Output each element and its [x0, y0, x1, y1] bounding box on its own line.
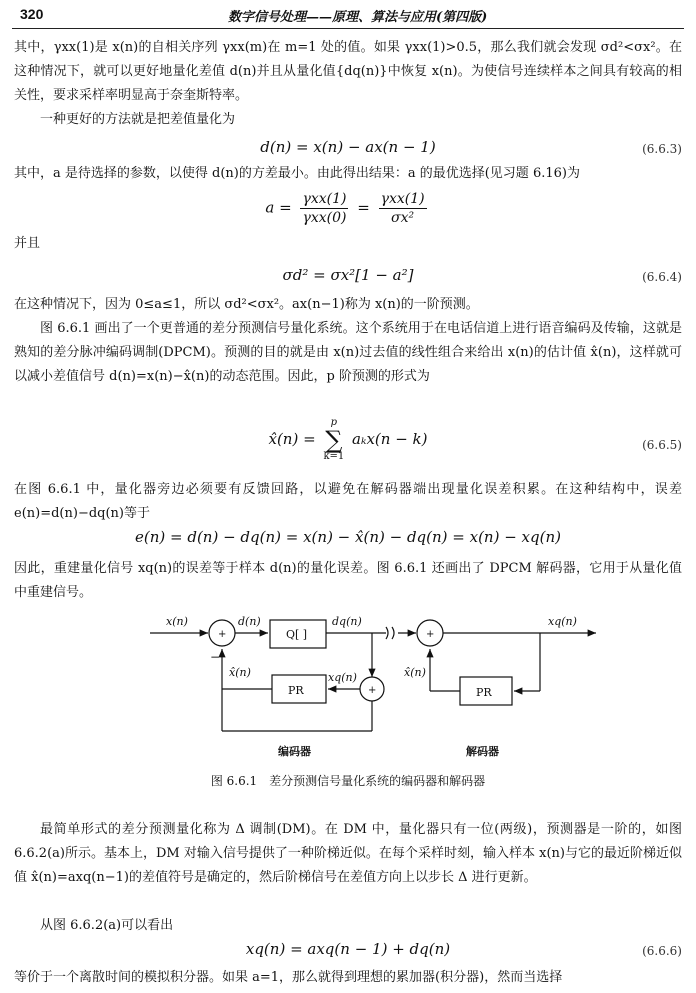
- channel-break: [386, 627, 394, 639]
- page-header: [12, 6, 684, 29]
- label-enc-x: x(n): [166, 615, 188, 628]
- label-enc-plus-1: +: [218, 629, 227, 640]
- label-enc-minus: −: [210, 650, 221, 664]
- eq-a-lhs: a =: [265, 198, 292, 217]
- equation-optimal-a: [14, 190, 682, 227]
- label-quantizer: Q[ ]: [286, 628, 308, 641]
- eq3-lhs: x̂(n) =: [268, 430, 316, 448]
- label-encoder: 编码器: [278, 745, 311, 758]
- paragraph-8: 因此，重建量化信号 xq(n)的误差等于样本 d(n)的量化误差。图 6.6.1 还画出了 DPCM 解码器，它用于从量化值中重建信号。: [14, 561, 682, 600]
- label-enc-d: d(n): [238, 615, 261, 628]
- equation-6-6-3: d(n) = x(n) − ax(n − 1): [260, 138, 436, 156]
- label-enc-plus-2: +: [368, 685, 377, 696]
- paragraph-7: 在图 6.6.1 中，量化器旁边必须要有反馈回路，以避免在解码器端出现量化误差积累。在这种结构中，误差 e(n)=d(n)−dq(n)等于: [14, 482, 682, 521]
- fraction-1-numerator: γxx(1): [302, 191, 347, 207]
- paragraph-11: 等价于一个离散时间的模拟积分器。如果 a=1，那么就得到理想的累加器(积分器)，然而当选择: [14, 970, 563, 985]
- equation-number-6-6-6: (6.6.6): [642, 944, 682, 958]
- fraction-1: [300, 190, 348, 227]
- equation-6-6-6: xq(n) = axq(n − 1) + dq(n): [245, 940, 451, 958]
- label-decoder: 解码器: [466, 745, 499, 758]
- label-enc-xq: xq(n): [328, 671, 357, 684]
- label-dec-xhat: x̂(n): [404, 666, 426, 679]
- fraction-1-denominator: γxx(0): [302, 210, 347, 226]
- equation-6-6-5: [14, 418, 682, 462]
- paragraph-2: 一种更好的方法就是把差值量化为: [40, 112, 236, 127]
- equation-number-6-6-4: (6.6.4): [642, 270, 682, 284]
- paragraph-4: 并且: [14, 236, 41, 251]
- equation-number-6-6-5: (6.6.5): [642, 438, 682, 452]
- fraction-2-numerator: γxx(1): [380, 191, 425, 207]
- equation-error: e(n) = d(n) − dq(n) = x(n) − x̂(n) − dq(n) = x(n) − xq(n): [135, 528, 561, 546]
- label-enc-xhat: x̂(n): [229, 666, 251, 679]
- running-title: 数字信号处理——原理、算法与应用(第四版): [228, 10, 488, 25]
- eq-a-equals: =: [357, 198, 370, 217]
- equation-number-6-6-3: (6.6.3): [642, 142, 682, 156]
- label-dec-xq: xq(n): [548, 615, 577, 628]
- equation-6-6-4: σd² = σx²[1 − a²]: [282, 266, 414, 284]
- fraction-2-denominator: σx²: [391, 210, 415, 226]
- sum-lower-limit: k=1: [323, 451, 345, 462]
- paragraph-3: 其中，a 是待选择的参数，以使得 d(n)的方差最小。由此得出结果：a 的最优选择(见习题 6.16)为: [14, 166, 580, 181]
- dpcm-block-diagram: [0, 605, 696, 767]
- label-dec-pr: PR: [476, 686, 492, 699]
- paragraph-10: 从图 6.6.2(a)可以看出: [40, 918, 174, 933]
- paragraph-9: 最简单形式的差分预测量化称为 Δ 调制(DM)。在 DM 中，量化器只有一位(两级)，预测器是一阶的，如图 6.6.2(a)所示。基本上，DM 对输入信号提供了一种阶梯近似。在每个采样时刻，输入样本 x(n)与它的最近阶梯近似值 x̂(n)=axq(n−1)的差值符号是确定的，然后阶梯信号在差值方向上以步长 Δ 进行更新。: [14, 822, 682, 885]
- eq3-rhs: aₖx(n − k): [352, 430, 428, 448]
- page-number: 320: [20, 6, 44, 22]
- label-enc-pr: PR: [288, 684, 304, 697]
- figure-caption: 图 6.6.1 差分预测信号量化系统的编码器和解码器: [210, 774, 486, 788]
- paragraph-6: 图 6.6.1 画出了一个更普通的差分预测信号量化系统。这个系统用于在电话信道上进行语音编码及传输，这就是熟知的差分脉冲编码调制(DPCM)。预测的目的就是由 x(n)过去值的线性组合来给出 x(n)的估计值 x̂(n)，这样就可以减小差值信号 d(n)=x(n)−x̂(n)的动态范围。因此，p 阶预测的形式为: [14, 321, 682, 384]
- label-dec-plus: +: [426, 629, 435, 640]
- fraction-2: [379, 190, 427, 227]
- sum-symbol: ∑: [325, 426, 343, 454]
- label-enc-dq: dq(n): [332, 615, 362, 628]
- summation: [323, 418, 344, 462]
- paragraph-1: 其中，γxx(1)是 x(n)的自相关序列 γxx(m)在 m=1 处的值。如果 γxx(1)>0.5，那么我们就会发现 σd²<σx²。在这种情况下，就可以更好地量化差值 d(n)并且从量化值{dq(n)}中恢复 x(n)。为使信号连续样本之间具有较高的相关性，要求采样率明显高于奈奎斯特率。: [14, 40, 682, 103]
- sum-upper-limit: p: [330, 417, 338, 428]
- paragraph-5: 在这种情况下，因为 0≤a≤1，所以 σd²<σx²。ax(n−1)称为 x(n)的一阶预测。: [14, 297, 479, 312]
